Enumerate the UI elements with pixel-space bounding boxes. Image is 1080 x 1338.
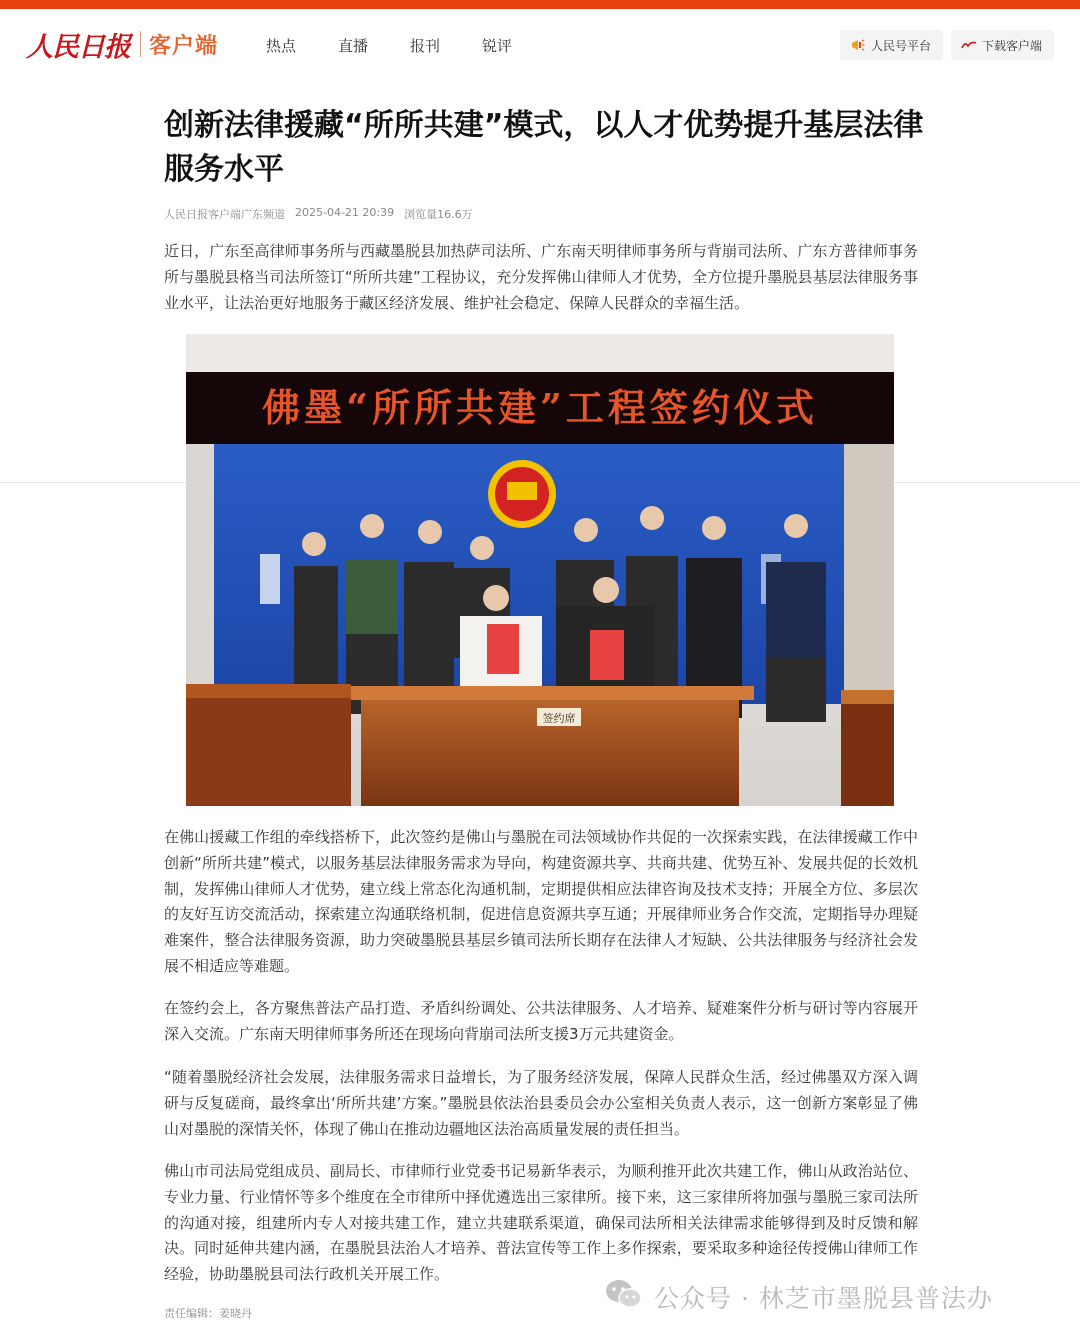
article-paragraph: 近日，广东至高律师事务所与西藏墨脱县加热萨司法所、广东南天明律师事务所与背崩司法所、广东方普律师事务所与墨脱县格当司法所签订“所所共建”工程协议，充分发挥佛山律师人才优势，全方位提升墨脱县基层法律服务事业水平，让法治更好地服务于藏区经济发展、维护社会稳定、保障人民群众的幸福生活。 bbox=[164, 242, 918, 312]
nav-item-hot[interactable]: 热点 bbox=[266, 37, 297, 55]
wechat-icon bbox=[604, 1278, 644, 1316]
nav-item-newspaper[interactable]: 报刊 bbox=[410, 37, 441, 55]
article-paragraph: 在签约会上，各方聚焦普法产品打造、矛盾纠纷调处、公共法律服务、人才培养、疑难案件分析与研讨等内容展开深入交流。广东南天明律师事务所还在现场向背崩司法所支援3万元共建资金。 bbox=[164, 999, 918, 1043]
app-logo-icon bbox=[961, 37, 977, 53]
people-platform-button[interactable] bbox=[840, 30, 943, 60]
article-views: 浏览量16.6万 bbox=[404, 208, 473, 221]
download-app-button[interactable] bbox=[951, 30, 1054, 60]
article-editor: 责任编辑：姜晓丹 bbox=[164, 1307, 252, 1320]
main-nav bbox=[266, 35, 554, 56]
download-app-label: 下载客户端 bbox=[981, 38, 1042, 53]
nav-item-live[interactable]: 直播 bbox=[338, 37, 369, 55]
photo-banner-text: 佛墨“所所共建”工程签约仪式 bbox=[262, 385, 818, 430]
site-header bbox=[0, 9, 1080, 83]
article-paragraph: 佛山市司法局党组成员、副局长、市律师行业党委书记易新华表示，为顺利推开此次共建工作，佛山从政治站位、专业力量、行业情怀等多个维度在全市律所中择优遴选出三家律所。接下来，这三家律所将加强与墨脱三家司法所的沟通对接，组建所内专人对接共建工作，建立共建联系渠道，确保司法所相关法律需求能够得到及时反馈和解决。同时延伸共建内涵，在墨脱县法治人才培养、普法宣传等工作上多作探索，要采取多种途径传授佛山律师工作经验，协助墨脱县司法行政机关开展工作。 bbox=[164, 1162, 918, 1284]
watermark-text: 公众号 · 林芝市墨脱县普法办 bbox=[654, 1284, 993, 1313]
logo-subtitle: 客户端 bbox=[149, 33, 219, 59]
article-meta bbox=[164, 206, 473, 222]
top-accent-bar bbox=[0, 0, 1080, 9]
people-platform-label: 人民号平台 bbox=[870, 38, 931, 53]
nav-item-commentary[interactable]: 锐评 bbox=[482, 37, 513, 55]
logo-divider bbox=[140, 31, 141, 57]
article-source[interactable]: 人民日报客户端广东频道 bbox=[164, 208, 285, 221]
logo-mark: 人民日报 bbox=[26, 31, 130, 63]
article-paragraph: 在佛山援藏工作组的牵线搭桥下，此次签约是佛山与墨脱在司法领域协作共促的一次探索实践，在法律援藏工作中创新“所所共建”模式，以服务基层法律服务需求为导向，构建资源共享、共商共建、优势互补、发展共促的长效机制，发挥佛山律师人才优势，建立线上常态化沟通机制，定期提供相应法律咨询及技术支持；开展全方位、多层次的友好互访交流活动，探索建立沟通联络机制，促进信息资源共享互通；开展律师业务合作交流，定期指导办理疑难案件，整合法律服务资源，助力突破墨脱县基层乡镇司法所长期存在法律人才短缺、公共法律服务与经济社会发展不相适应等难题。 bbox=[164, 828, 918, 975]
header-tools bbox=[840, 30, 1054, 60]
photo-table-card: 签约席 bbox=[542, 712, 576, 725]
wechat-watermark bbox=[604, 1278, 993, 1316]
article-paragraph: “随着墨脱经济社会发展，法律服务需求日益增长，为了服务经济发展，保障人民群众生活，经过佛墨双方深入调研与反复磋商，最终拿出‘所所共建’方案。”墨脱县依法治县委员会办公室相关负责人表示，这一创新方案彰显了佛山对墨脱的深情关怀，体现了佛山在推动边疆地区法治高质量发展的责任担当。 bbox=[164, 1068, 918, 1138]
megaphone-icon bbox=[850, 37, 866, 53]
article-title: 创新法律援藏“所所共建”模式，以人才优势提升基层法律服务水平 bbox=[164, 108, 924, 187]
site-logo[interactable] bbox=[26, 27, 218, 61]
article-photo bbox=[186, 334, 894, 806]
article-datetime: 2025-04-21 20:39 bbox=[295, 206, 395, 219]
